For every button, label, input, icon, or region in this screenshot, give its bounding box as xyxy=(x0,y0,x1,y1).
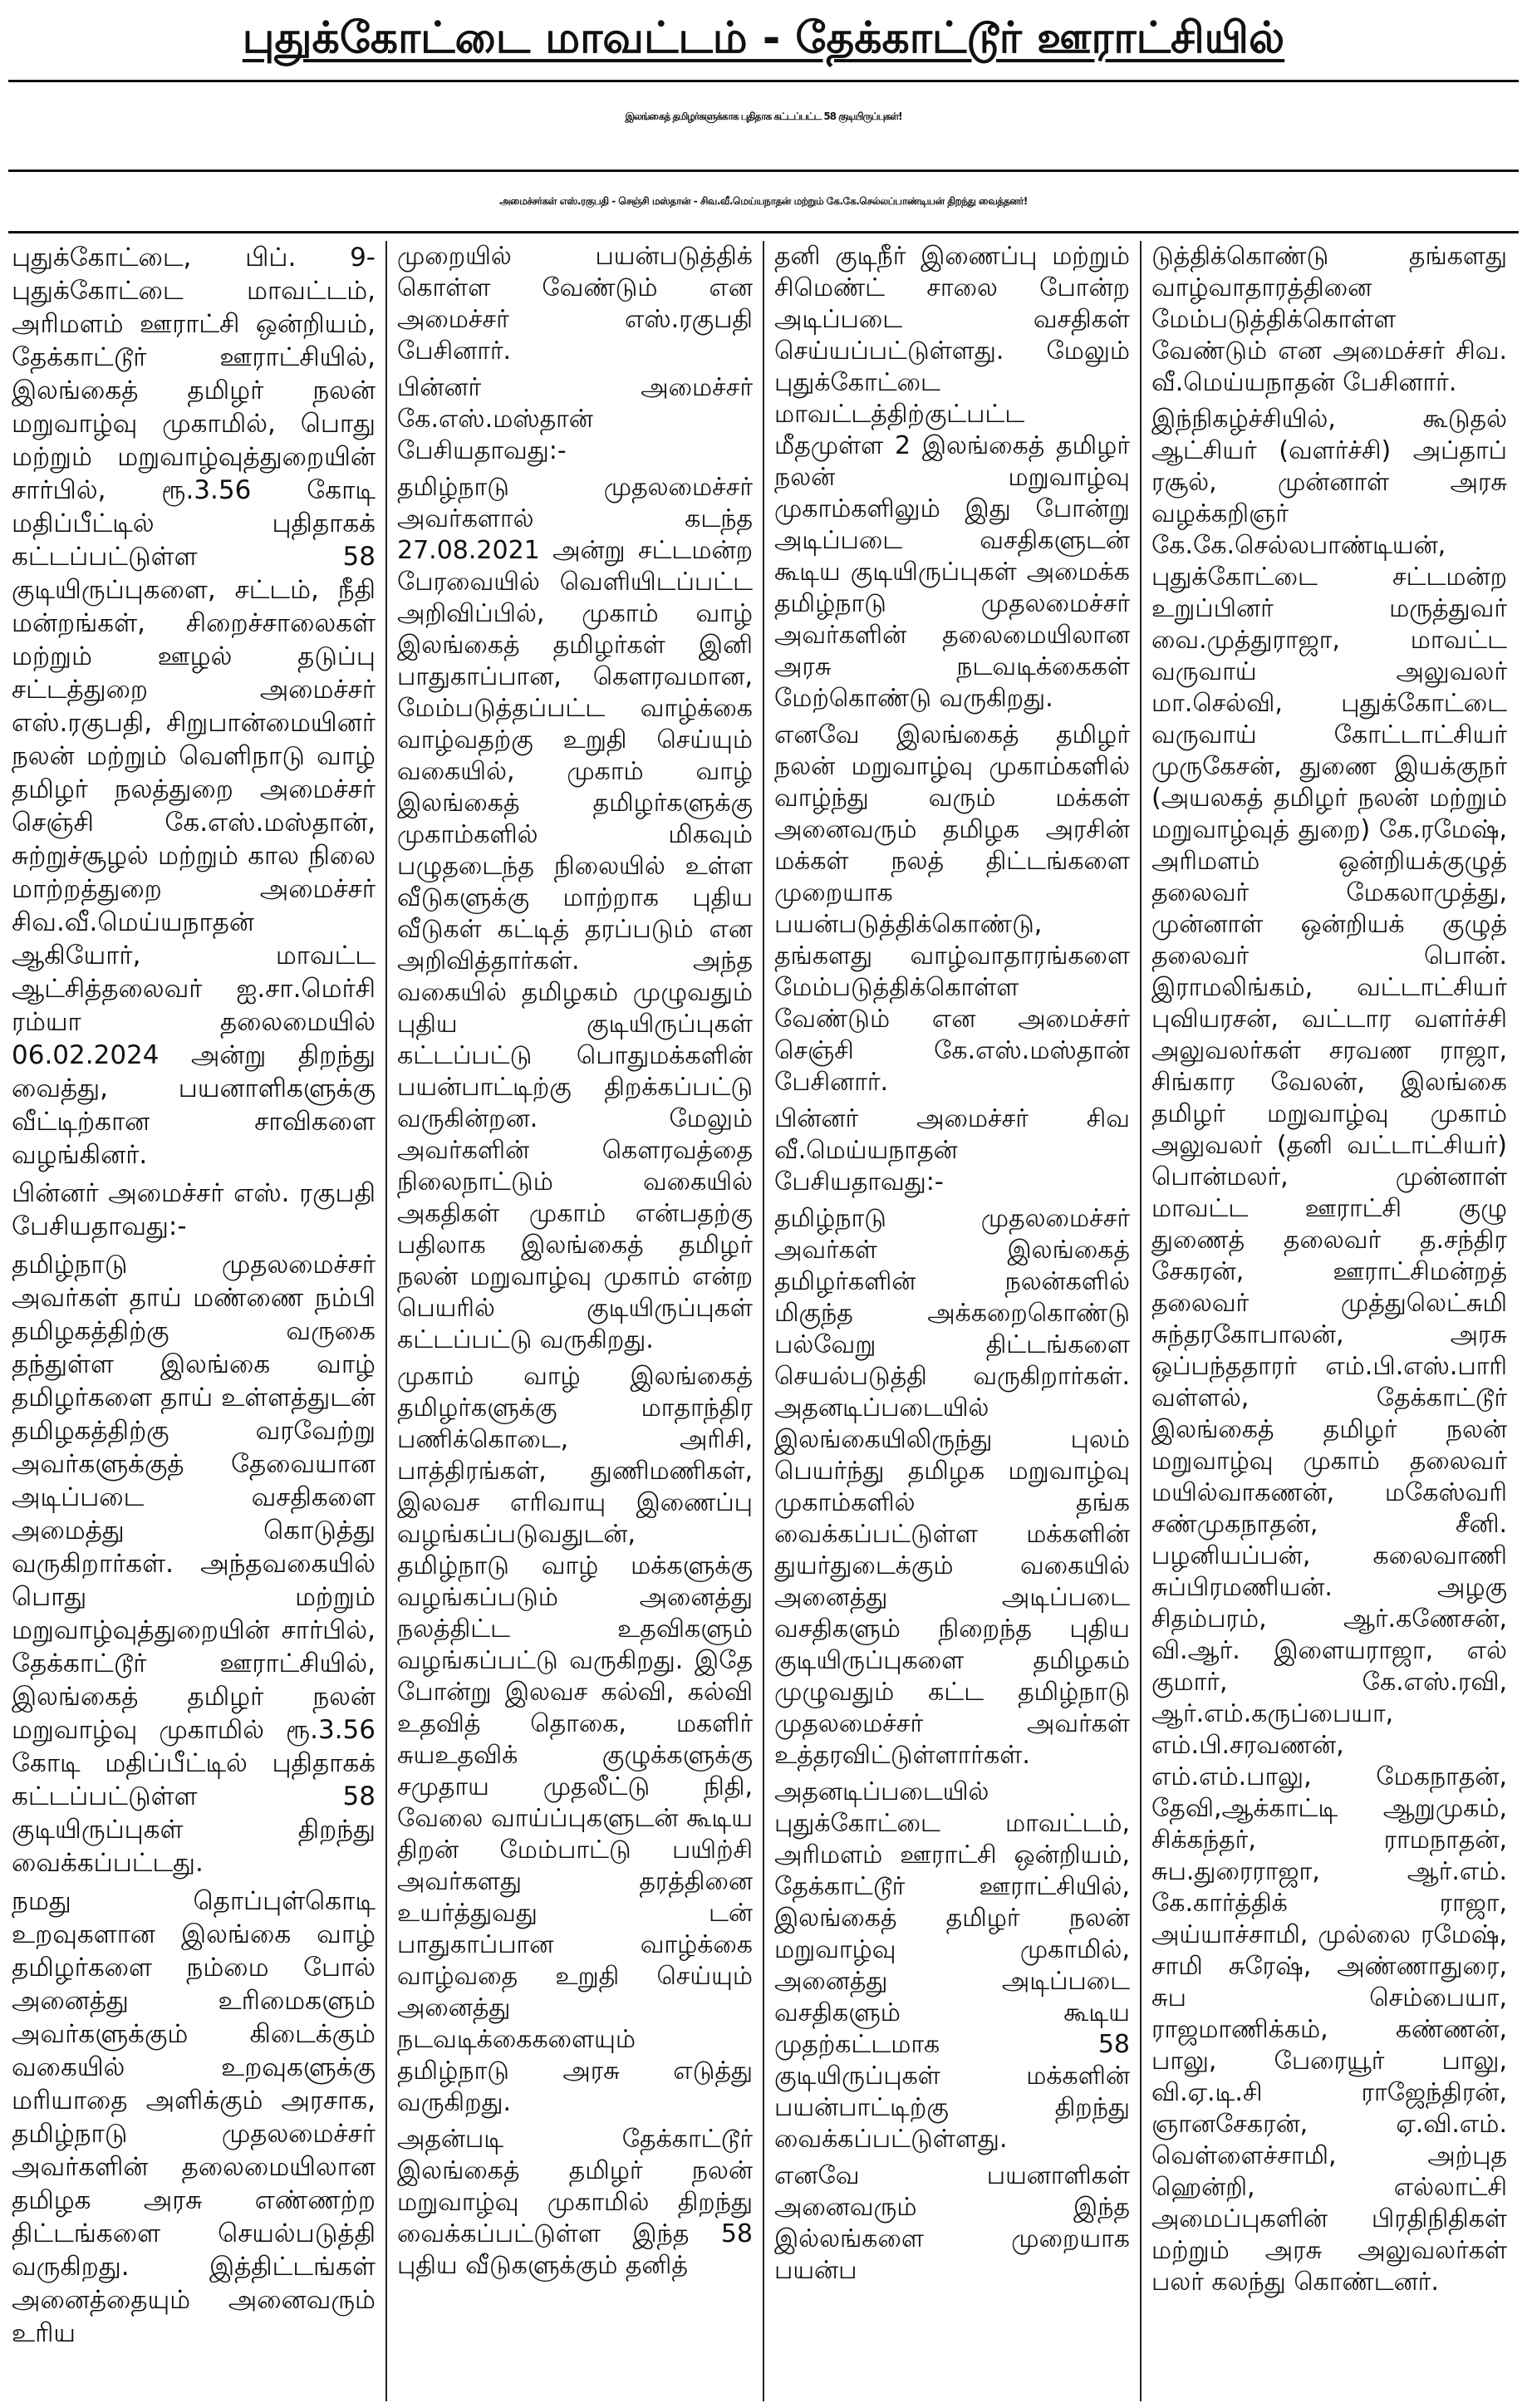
paragraph: பின்னர் அமைச்சர் சிவ வீ.மெய்யநாதன் பேசியதாவது:- xyxy=(774,1104,1130,1197)
paragraph: அதனடிப்படையில் புதுக்கோட்டை மாவட்டம், அரிமளம் ஊராட்சி ஒன்றியம், தேக்காட்டூர் ஊராட்சியில், இலங்கைத் தமிழர் நலன் மறுவாழ்வு முகாமில், அனைத்து அடிப்படை வசதிகளும் கூடிய முதற்கட்டமாக 58 குடியிருப்புகள் மக்களின் பயன்பாட்டிற்கு திறந்து வைக்கப்பட்டுள்ளது. xyxy=(774,1777,1130,2154)
paragraph: தமிழ்நாடு முதலமைச்சர் அவர்கள் இலங்கைத் தமிழர்களின் நலன்களில் மிகுந்த அக்கறைகொண்டு பல்வேறு திட்டங்களை செயல்படுத்தி வருகிறார்கள். அதனடிப்படையில் இலங்கையிலிருந்து புலம் பெயர்ந்து தமிழக மறுவாழ்வு முகாம்களில் தங்க வைக்கப்பட்டுள்ள மக்களின் துயர்துடைக்கும் வகையில் அனைத்து அடிப்படை வசதிகளும் நிறைந்த புதிய குடியிருப்புகளை தமிழகம் முழுவதும் கட்ட தமிழ்நாடு முதலமைச்சர் அவர்கள் உத்தரவிட்டுள்ளார்கள். xyxy=(774,1204,1130,1770)
paragraph: தனி குடிநீர் இணைப்பு மற்றும் சிமெண்ட் சாலை போன்ற அடிப்படை வசதிகள் செய்யப்பட்டுள்ளது. மேலும் புதுக்கோட்டை மாவட்டத்திற்குட்பட்ட மீதமுள்ள 2 இலங்கைத் தமிழர் நலன் மறுவாழ்வு முகாம்களிலும் இது போன்று அடிப்படை வசதிகளுடன் கூடிய குடியிருப்புகள் அமைக்க தமிழ்நாடு முதலமைச்சர் அவர்களின் தலைமையிலான அரசு நடவடிக்கைகள் மேற்கொண்டு வருகிறது. xyxy=(774,242,1130,713)
column-4 xyxy=(1140,241,1517,2401)
subhead: அமைச்சர்கள் எஸ்.ரகுபதி - செஞ்சி மஸ்தான் - சிவ.வீ.மெய்யநாதன் மற்றும் கே.கே.செல்லப்பாண்டியன் திறந்து வைத்தனர்! xyxy=(499,195,1028,207)
column-3 xyxy=(763,241,1140,2401)
paragraph: நமது தொப்புள்கொடி உறவுகளான இலங்கை வாழ் தமிழர்களை நம்மை போல் அனைத்து உரிமைகளும் அவர்களுக்கும் கிடைக்கும் வகையில் உறவுகளுக்கு மரியாதை அளிக்கும் அரசாக, தமிழ்நாடு முதலமைச்சர் அவர்களின் தலைமையிலான தமிழக அரசு எண்ணற்ற திட்டங்களை செயல்படுத்தி வருகிறது. இத்திட்டங்கள் அனைத்தையும் அனைவரும் உரிய xyxy=(12,1886,376,2348)
paragraph: பின்னர் அமைச்சர் கே.எஸ்.மஸ்தான் பேசியதாவது:- xyxy=(397,373,753,465)
paragraph: அதன்படி தேக்காட்டூர் இலங்கைத் தமிழர் நலன் மறுவாழ்வு முகாமில் திறந்து வைக்கப்பட்டுள்ள இந்த 58 புதிய வீடுகளுக்கும் தனித் xyxy=(397,2125,753,2280)
paragraph: டுத்திக்கொண்டு தங்களது வாழ்வாதாரத்தினை மேம்படுத்திக்கொள்ள வேண்டும் என அமைச்சர் சிவ. வீ.மெய்யநாதன் பேசினார். xyxy=(1151,242,1507,397)
headline: இலங்கைத் தமிழர்களுக்காக புதிதாக கட்டப்பட்ட 58 குடியிருப்புகள்! xyxy=(625,111,902,122)
kicker xyxy=(0,12,1527,65)
paragraph: தமிழ்நாடு முதலமைச்சர் அவர்களால் கடந்த 27.08.2021 அன்று சட்டமன்ற பேரவையில் வெளியிடப்பட்ட அறிவிப்பில், முகாம் வாழ் இலங்கைத் தமிழர்கள் இனி பாதுகாப்பான, கௌரவமான, மேம்படுத்தப்பட்ட வாழ்க்கை வாழ்வதற்கு உறுதி செய்யும் வகையில், முகாம் வாழ் இலங்கைத் தமிழர்களுக்கு முகாம்களில் மிகவும் பழுதடைந்த நிலையில் உள்ள வீடுகளுக்கு மாற்றாக புதிய வீடுகள் கட்டித் தரப்படும் என அறிவித்தார்கள். அந்த வகையில் தமிழகம் முழுவதும் புதிய குடியிருப்புகள் கட்டப்பட்டு பொதுமக்களின் பயன்பாட்டிற்கு திறக்கப்பட்டு வருகின்றன. மேலும் அவர்களின் கௌரவத்தை நிலைநாட்டும் வகையில் அகதிகள் முகாம் என்பதற்கு பதிலாக இலங்கைத் தமிழர் நலன் மறுவாழ்வு முகாம் என்ற பெயரில் குடியிருப்புகள் கட்டப்பட்டு வருகிறது. xyxy=(397,473,753,1354)
column-1 xyxy=(8,241,385,2401)
paragraph: பின்னர் அமைச்சர் எஸ். ரகுபதி பேசியதாவது:- xyxy=(12,1178,376,1241)
paragraph: முறையில் பயன்படுத்திக் கொள்ள வேண்டும் என அமைச்சர் எஸ்.ரகுபதி பேசினார். xyxy=(397,242,753,366)
paragraph: எனவே இலங்கைத் தமிழர் நலன் மறுவாழ்வு முகாம்களில் வாழ்ந்து வரும் மக்கள் அனைவரும் தமிழக அரசின் மக்கள் நலத் திட்டங்களை முறையாக பயன்படுத்திக்கொண்டு, தங்களது வாழ்வாதாரங்களை மேம்படுத்திக்கொள்ள வேண்டும் என அமைச்சர் செஞ்சி கே.எஸ்.மஸ்தான் பேசினார். xyxy=(774,720,1130,1097)
column-2 xyxy=(385,241,763,2401)
paragraph: தமிழ்நாடு முதலமைச்சர் அவர்கள் தாய் மண்ணை நம்பி தமிழகத்திற்கு வருகை தந்துள்ள இலங்கை வாழ் தமிழர்களை தாய் உள்ளத்துடன் தமிழகத்திற்கு வரவேற்று அவர்களுக்குத் தேவையான அடிப்படை வசதிகளை அமைத்து கொடுத்து வருகிறார்கள். அந்தவகையில் பொது மற்றும் மறுவாழ்வுத்துறையின் சார்பில், தேக்காட்டூர் ஊராட்சியில், இலங்கைத் தமிழர் நலன் மறுவாழ்வு முகாமில் ரூ.3.56 கோடி மதிப்பீட்டில் புதிதாகக் கட்டப்பட்டுள்ள 58 குடியிருப்புகள் திறந்து வைக்கப்பட்டது. xyxy=(12,1250,376,1878)
paragraph: எனவே பயனாளிகள் அனைவரும் இந்த இல்லங்களை முறையாக பயன்ப xyxy=(774,2161,1130,2285)
article-body xyxy=(8,241,1519,2401)
subhead-rule xyxy=(8,231,1519,233)
paragraph: புதுக்கோட்டை, பிப். 9- புதுக்கோட்டை மாவட்டம், அரிமளம் ஊராட்சி ஒன்றியம், தேக்காட்டூர் ஊராட்சியில், இலங்கைத் தமிழர் நலன் மறுவாழ்வு முகாமில், பொது மற்றும் மறுவாழ்வுத்துறையின் சார்பில், ரூ.3.56 கோடி மதிப்பீட்டில் புதிதாகக் கட்டப்பட்டுள்ள 58 குடியிருப்புகளை, சட்டம், நீதி மன்றங்கள், சிறைச்சாலைகள் மற்றும் ஊழல் தடுப்பு சட்டத்துறை அமைச்சர் எஸ்.ரகுபதி, சிறுபான்மையினர் நலன் மற்றும் வெளிநாடு வாழ் தமிழர் நலத்துறை அமைச்சர் செஞ்சி கே.எஸ்.மஸ்தான், சுற்றுச்சூழல் மற்றும் கால நிலை மாற்றத்துறை அமைச்சர் சிவ.வீ.மெய்யநாதன் ஆகியோர், மாவட்ட ஆட்சித்தலைவர் ஐ.சா.மெர்சி ரம்யா தலைமையில் 06.02.2024 அன்று திறந்து வைத்து, பயனாளிகளுக்கு வீட்டிற்கான சாவிகளை வழங்கினர். xyxy=(12,243,376,1170)
headline-rule xyxy=(8,170,1519,172)
paragraph: முகாம் வாழ் இலங்கைத் தமிழர்களுக்கு மாதாந்திர பணிக்கொடை, அரிசி, பாத்திரங்கள், துணிமணிகள், இலவச எரிவாயு இணைப்பு வழங்கப்படுவதுடன், தமிழ்நாடு வாழ் மக்களுக்கு வழங்கப்படும் அனைத்து நலத்திட்ட உதவிகளும் வழங்கப்பட்டு வருகிறது. இதே போன்று இலவச கல்வி, கல்வி உதவித் தொகை, மகளிர் சுயஉதவிக் குழுக்களுக்கு சமுதாய முதலீட்டு நிதி, வேலை வாய்ப்புகளுடன் கூடிய திறன் மேம்பாட்டு பயிற்சி அவர்களது தரத்தினை உயர்த்துவது டன் பாதுகாப்பான வாழ்க்கை வாழ்வதை உறுதி செய்யும் அனைத்து நடவடிக்கைகளையும் தமிழ்நாடு அரசு எடுத்து வருகிறது. xyxy=(397,1362,753,2117)
kicker-text: புதுக்கோட்டை மாவட்டம் - தேக்காட்டூர் ஊராட்சியில் xyxy=(242,13,1285,63)
top-rule xyxy=(8,80,1519,82)
paragraph: இந்நிகழ்ச்சியில், கூடுதல் ஆட்சியர் (வளர்ச்சி) அப்தாப் ரசூல், முன்னாள் அரசு வழக்கறிஞர் கே.கே.செல்லபாண்டியன், புதுக்கோட்டை சட்டமன்ற உறுப்பினர் மருத்துவர் வை.முத்துராஜா, மாவட்ட வருவாய் அலுவலர் மா.செல்வி, புதுக்கோட்டை வருவாய் கோட்டாட்சியர் முருகேசன், துணை இயக்குநர் (அயலகத் தமிழர் நலன் மற்றும் மறுவாழ்வுத் துறை) கே.ரமேஷ், அரிமளம் ஒன்றியக்குழுத் தலைவர் மேகலாமுத்து, முன்னாள் ஒன்றியக் குழுத் தலைவர் பொன். இராமலிங்கம், வட்டாட்சியர் புவியரசன், வட்டார வளர்ச்சி அலுவலர்கள் சரவண ராஜா, சிங்கார வேலன், இலங்கை தமிழர் மறுவாழ்வு முகாம் அலுவலர் (தனி வட்டாட்சியர்) பொன்மலர், முன்னாள் மாவட்ட ஊராட்சி குழு துணைத் தலைவர் த.சந்திர சேகரன், ஊராட்சிமன்றத் தலைவர் முத்துலெட்சுமி சுந்தரகோபாலன், அரசு ஒப்பந்ததாரர் எம்.பி.எஸ்.பாரி வள்ளல், தேக்காட்டூர் இலங்கைத் தமிழர் நலன் மறுவாழ்வு முகாம் தலைவர் மயில்வாகணன், மகேஸ்வரி சண்முகநாதன், சீனி. பழனியப்பன், கலைவாணி சுப்பிரமணியன். அழகு சிதம்பரம், ஆர்.கணேசன், வி.ஆர். இளையராஜா, எல் குமார், கே.எஸ்.ரவி, ஆர்.எம்.கருப்பையா, எம்.பி.சரவணன், எம்.எம்.பாலு, மேகநாதன், தேவி,ஆக்காட்டி ஆறுமுகம், சிக்கந்தர், ராமநாதன், சுப.துரைராஜா, ஆர்.எம். கே.கார்த்திக் ராஜா, அய்யாச்சாமி, முல்லை ரமேஷ், சாமி சுரேஷ், அண்ணாதுரை, சுப செம்பையா, ராஜமாணிக்கம், கண்ணன், பாலு, பேரையூர் பாலு, வி.ஏ.டி.சி ராஜேந்திரன், ஞானசேகரன், ஏ.வி.எம். வெள்ளைச்சாமி, அற்புத ஹென்றி, எல்லாட்சி அமைப்புகளின் பிரதிநிதிகள் மற்றும் அரசு அலுவலர்கள் பலர் கலந்து கொண்டனர். xyxy=(1151,405,1507,2297)
